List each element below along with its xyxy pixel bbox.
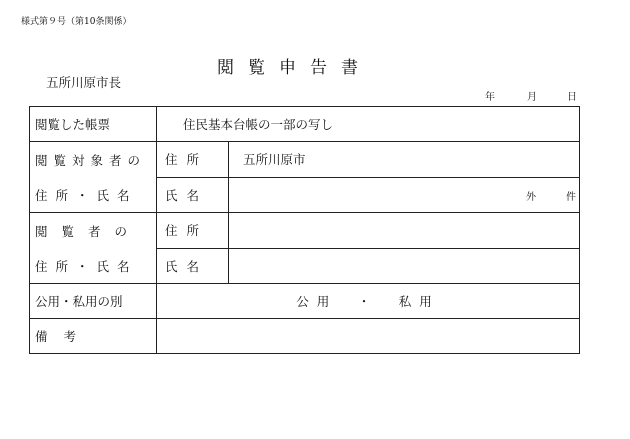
- count-prefix-label: 外: [526, 191, 536, 203]
- viewer-label-line2: 住所・氏名: [35, 258, 138, 274]
- subject-label-line2: 住所・氏名: [35, 187, 138, 203]
- remarks-label: 備考: [30, 319, 157, 354]
- addressee: 五所川原市長: [46, 75, 122, 90]
- subject-address-label: 住所: [157, 142, 229, 178]
- form-number: 様式第９号（第10条関係）: [21, 17, 132, 27]
- ledger-value: 住民基本台帳の一部の写し: [157, 107, 580, 142]
- viewer-name-field[interactable]: [229, 248, 580, 284]
- count-unit-label: 件: [566, 191, 576, 203]
- date-year-label: 年: [485, 92, 495, 103]
- subject-label-line1: 閲覧対象者の: [35, 152, 147, 168]
- viewer-label-line1: 閲覧者の: [35, 223, 142, 239]
- subject-name-label: 氏名: [157, 177, 229, 213]
- viewer-name-label: 氏名: [157, 248, 229, 284]
- date-month-label: 月: [527, 92, 537, 103]
- purpose-row: [30, 284, 580, 319]
- viewer-address-row: [30, 213, 580, 249]
- subject-address-field[interactable]: 五所川原市: [229, 142, 580, 178]
- form-title: 閲覧申告書: [217, 58, 372, 78]
- viewer-label-cell: [30, 213, 157, 284]
- ledger-label: 閲覧した帳票: [30, 107, 157, 142]
- date-day-label: 日: [567, 92, 577, 103]
- subject-address-row: [30, 142, 580, 178]
- viewer-address-field[interactable]: [229, 213, 580, 249]
- application-form-table: [29, 106, 580, 354]
- subject-name-field[interactable]: [229, 177, 580, 213]
- subject-label-cell: [30, 142, 157, 213]
- purpose-label: 公用・私用の別: [30, 284, 157, 319]
- remarks-row: [30, 319, 580, 354]
- viewer-address-label: 住所: [157, 213, 229, 249]
- purpose-options[interactable]: 公用 ・ 私用: [157, 284, 580, 319]
- remarks-field[interactable]: [157, 319, 580, 354]
- ledger-row: [30, 107, 580, 142]
